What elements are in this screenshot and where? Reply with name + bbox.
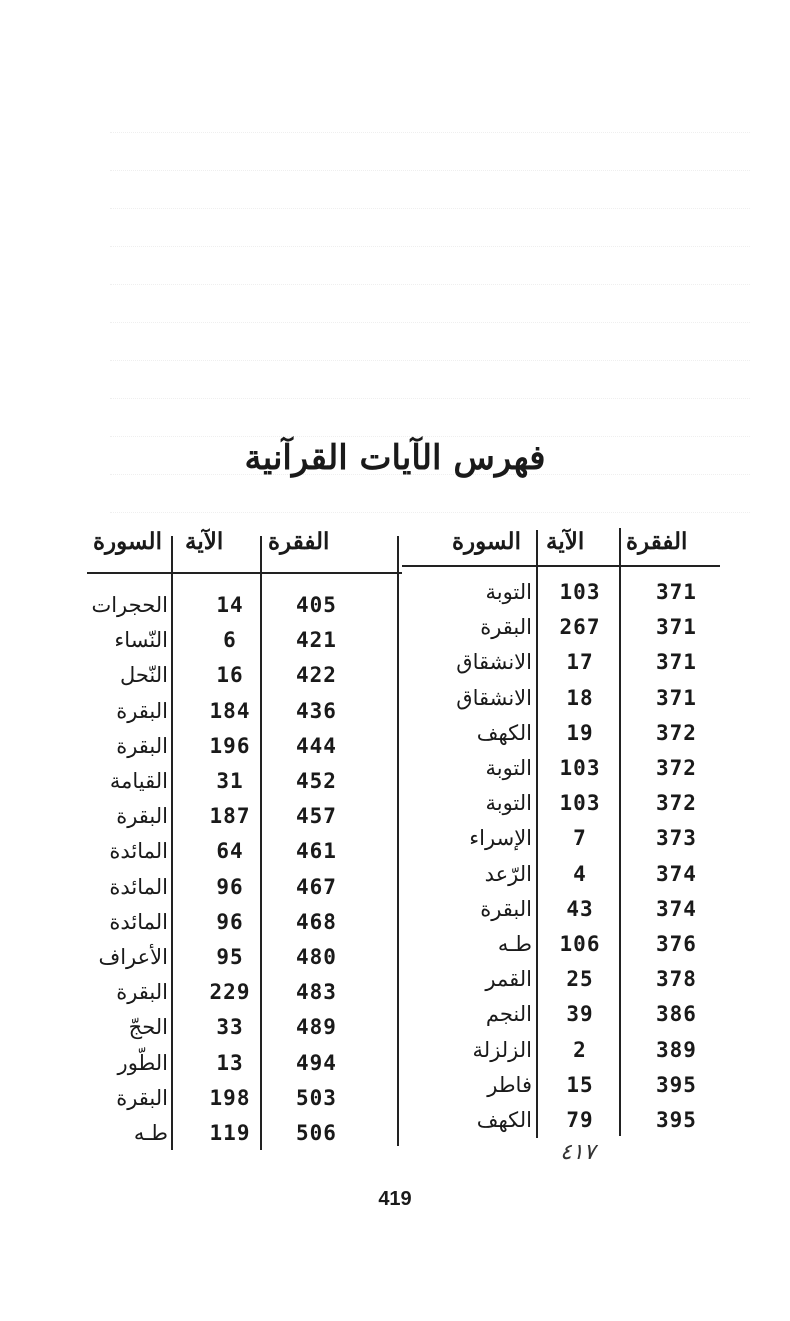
- right-row-paragraph: 372: [656, 720, 697, 745]
- left-row-verse: 13: [216, 1050, 244, 1075]
- right-row-surah: التوبة: [485, 580, 532, 604]
- left-row-surah: المائدة: [109, 839, 168, 864]
- left-header-paragraph: الفقرة: [268, 528, 330, 555]
- right-row-surah: طـه: [497, 932, 532, 956]
- right-row-verse: 103: [559, 791, 601, 816]
- left-table-divider-1: [171, 536, 173, 1150]
- right-row-verse: 79: [566, 1108, 594, 1132]
- left-row-verse: 16: [216, 663, 244, 688]
- right-header-verse: الآية: [546, 528, 585, 555]
- right-row-surah: التوبة: [485, 756, 532, 780]
- left-row-paragraph: 489: [296, 1015, 337, 1040]
- left-row-surah: النّحل: [119, 663, 168, 688]
- left-row-paragraph: 483: [296, 980, 337, 1005]
- left-row-paragraph: 444: [296, 733, 337, 758]
- left-row-surah: النّساء: [114, 628, 168, 653]
- left-header-verse: الآية: [185, 528, 224, 555]
- left-row-verse: 6: [223, 628, 237, 653]
- left-row-surah: طـه: [133, 1121, 168, 1145]
- right-row-surah: الكهف: [476, 720, 532, 745]
- right-row-surah: النجم: [485, 1002, 532, 1027]
- right-header-paragraph: الفقرة: [626, 528, 688, 555]
- right-row-surah: القمر: [485, 967, 532, 992]
- left-row-verse: 14: [216, 593, 244, 617]
- left-row-surah: البقرة: [116, 733, 168, 758]
- left-row-surah: الأعراف: [98, 945, 168, 969]
- right-row-verse: 18: [566, 685, 594, 710]
- center-divider: [397, 536, 399, 1146]
- left-row-paragraph: 506: [296, 1121, 337, 1145]
- left-row-paragraph: 422: [296, 663, 337, 688]
- right-table-divider-1: [536, 530, 538, 1138]
- right-row-verse: 106: [559, 932, 601, 956]
- left-row-surah: القيامة: [109, 769, 168, 793]
- left-row-surah: البقرة: [116, 804, 168, 829]
- left-row-surah: الحجرات: [91, 593, 168, 617]
- left-row-verse: 96: [216, 874, 244, 899]
- left-row-verse: 198: [209, 1085, 251, 1110]
- page-title: فهرس الآيات القرآنية: [244, 438, 546, 478]
- left-table-divider-2: [260, 536, 262, 1150]
- right-row-verse: 103: [559, 580, 601, 604]
- handwritten-note: ٤١٧: [560, 1140, 596, 1165]
- left-row-paragraph: 452: [296, 769, 337, 793]
- right-row-surah: الزلزلة: [472, 1037, 532, 1062]
- left-header-rule: [87, 572, 402, 574]
- left-row-verse: 95: [216, 945, 244, 969]
- right-header-rule: [402, 565, 720, 567]
- right-row-paragraph: 371: [656, 685, 697, 710]
- right-row-paragraph: 395: [656, 1108, 697, 1132]
- left-row-verse: 96: [216, 909, 244, 934]
- left-row-paragraph: 457: [296, 804, 337, 829]
- left-header-surah: السورة: [93, 528, 162, 555]
- left-row-surah: البقرة: [116, 1085, 168, 1110]
- left-row-surah: البقرة: [116, 980, 168, 1005]
- right-row-paragraph: 386: [656, 1002, 697, 1027]
- right-row-verse: 15: [566, 1072, 594, 1097]
- right-row-surah: الإسراء: [469, 826, 532, 851]
- right-row-paragraph: 374: [656, 861, 697, 886]
- left-row-surah: المائدة: [109, 909, 168, 934]
- left-row-verse: 187: [209, 804, 251, 829]
- left-row-verse: 31: [216, 769, 244, 793]
- right-row-verse: 43: [566, 896, 594, 921]
- right-row-surah: فاطر: [487, 1072, 532, 1097]
- left-row-verse: 64: [216, 839, 244, 864]
- right-row-verse: 267: [559, 615, 601, 640]
- left-row-surah: الطّور: [117, 1050, 168, 1075]
- right-row-paragraph: 371: [656, 615, 697, 640]
- right-row-verse: 4: [573, 861, 587, 886]
- right-row-surah: الانشقاق: [456, 685, 532, 710]
- left-row-paragraph: 461: [296, 839, 337, 864]
- page-number: 419: [378, 1188, 412, 1210]
- left-row-verse: 196: [209, 733, 251, 758]
- right-row-surah: البقرة: [480, 896, 532, 921]
- right-row-paragraph: 378: [656, 967, 697, 992]
- left-row-paragraph: 494: [296, 1050, 337, 1075]
- left-row-paragraph: 421: [296, 628, 337, 653]
- right-row-verse: 2: [573, 1037, 587, 1062]
- right-header-surah: السورة: [452, 528, 521, 555]
- left-row-paragraph: 480: [296, 945, 337, 969]
- left-row-verse: 229: [209, 980, 251, 1005]
- right-row-paragraph: 371: [656, 650, 697, 675]
- right-row-paragraph: 376: [656, 932, 697, 956]
- left-row-paragraph: 436: [296, 698, 337, 723]
- left-row-verse: 184: [209, 698, 251, 723]
- right-row-verse: 25: [566, 967, 594, 992]
- right-row-verse: 103: [559, 756, 601, 780]
- left-row-surah: الحجّ: [128, 1015, 168, 1040]
- left-row-paragraph: 405: [296, 593, 337, 617]
- left-row-surah: البقرة: [116, 698, 168, 723]
- right-row-paragraph: 395: [656, 1072, 697, 1097]
- left-row-verse: 119: [209, 1121, 251, 1145]
- right-row-paragraph: 374: [656, 896, 697, 921]
- left-row-surah: المائدة: [109, 874, 168, 899]
- right-row-surah: البقرة: [480, 615, 532, 640]
- right-table-divider-2: [619, 528, 621, 1136]
- right-row-surah: الانشقاق: [456, 650, 532, 675]
- right-row-paragraph: 389: [656, 1037, 697, 1062]
- left-row-paragraph: 503: [296, 1085, 337, 1110]
- right-row-paragraph: 372: [656, 791, 697, 816]
- right-row-verse: 17: [566, 650, 594, 675]
- right-row-verse: 7: [573, 826, 587, 851]
- right-row-paragraph: 371: [656, 580, 697, 604]
- right-row-paragraph: 373: [656, 826, 697, 851]
- right-row-surah: الرّعد: [484, 861, 532, 886]
- right-row-paragraph: 372: [656, 756, 697, 780]
- right-row-surah: الكهف: [476, 1108, 532, 1132]
- right-row-verse: 19: [566, 720, 594, 745]
- right-row-surah: التوبة: [485, 791, 532, 816]
- right-row-verse: 39: [566, 1002, 594, 1027]
- left-row-verse: 33: [216, 1015, 244, 1040]
- left-row-paragraph: 467: [296, 874, 337, 899]
- left-row-paragraph: 468: [296, 909, 337, 934]
